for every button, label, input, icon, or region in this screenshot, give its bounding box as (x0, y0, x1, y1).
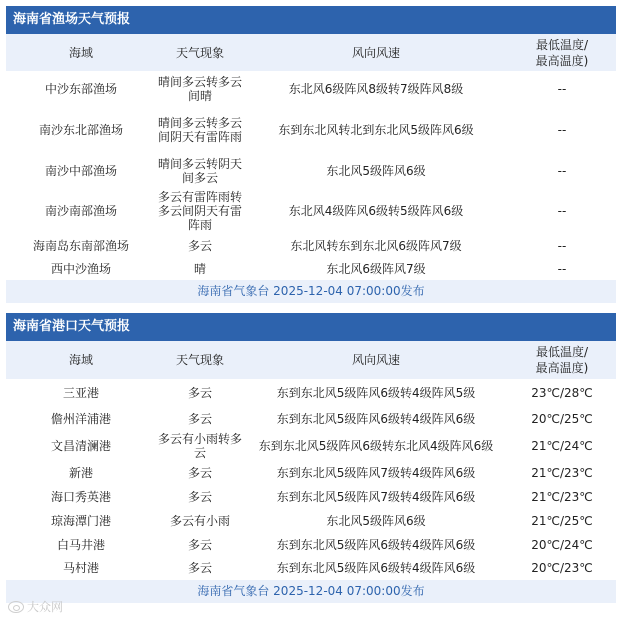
area-cell: 南沙东北部渔场 (38, 122, 123, 137)
col-header-weather: 天气现象 (156, 34, 244, 71)
col-header-temp: 最低温度/ 最高温度) (508, 34, 616, 71)
watermark-text: 大众网 (27, 600, 64, 614)
port-table-header-row (6, 341, 616, 379)
weather-text: 多云有雷阵雨转多云间阴天有雷阵雨 (158, 190, 243, 232)
table-row (6, 153, 616, 189)
area-cell: 文昌清澜港 (50, 439, 111, 453)
col-header-area: 海域 (6, 341, 156, 379)
temp-cell: 21℃/24℃ (531, 439, 593, 453)
temp-cell: -- (557, 122, 567, 137)
temp-cell: -- (557, 238, 567, 253)
table-row (6, 379, 616, 406)
col-header-wind: 风向风速 (244, 34, 508, 71)
weather-cell (156, 106, 244, 153)
weather-cell (156, 71, 244, 106)
col-header-weather: 天气现象 (156, 341, 244, 379)
area-cell: 儋州洋浦港 (50, 411, 111, 426)
fishery-publish-note: 海南省气象台 2025-12-04 07:00:00发布 (6, 280, 616, 303)
weather-text: 多云有小雨转多云 (158, 432, 243, 460)
temp-cell: 20℃/23℃ (531, 561, 593, 575)
fishery-table-header-row (6, 34, 616, 71)
table-row (6, 189, 616, 233)
temp-cell: -- (557, 81, 567, 96)
watermark-logo-icon (8, 601, 24, 613)
temp-cell: -- (557, 204, 567, 218)
temp-cell: 21℃/23℃ (531, 490, 593, 504)
temp-cell: -- (557, 164, 567, 178)
wind-cell: 东北风6级阵风7级 (326, 262, 426, 276)
table-row (6, 431, 616, 461)
table-row (6, 509, 616, 533)
temp-cell: 23℃/28℃ (531, 385, 593, 400)
table-row (6, 106, 616, 153)
port-section-title: 海南省港口天气预报 (6, 313, 616, 341)
temp-cell: 20℃/24℃ (531, 537, 593, 552)
weather-cell (156, 431, 244, 461)
weather-text: 晴间多云转多云间晴 (158, 74, 243, 103)
area-cell: 南沙南部渔场 (44, 204, 117, 218)
col-header-temp: 最低温度/ 最高温度) (508, 341, 616, 379)
area-cell: 海口秀英港 (50, 490, 111, 504)
wind-cell: 东到东北风5级阵风6级转4级阵风6级 (276, 537, 476, 552)
weather-cell: 多云 (187, 411, 212, 426)
table-row (6, 533, 616, 556)
table-row (6, 461, 616, 485)
col-header-area: 海域 (6, 34, 156, 71)
wind-cell: 东北风4级阵风6级转5级阵风6级 (288, 204, 464, 218)
weather-cell: 晴 (193, 262, 206, 276)
weather-cell: 多云 (187, 238, 212, 253)
area-cell: 西中沙渔场 (50, 262, 111, 276)
wind-cell: 东到东北风5级阵风6级转东北风4级阵风6级 (258, 439, 494, 453)
weather-text: 晴间多云转阴天间多云 (158, 157, 243, 185)
port-publish-note: 海南省气象台 2025-12-04 07:00:00发布 (6, 580, 616, 603)
area-cell: 中沙东部渔场 (44, 81, 117, 96)
temp-cell: -- (557, 262, 567, 276)
area-cell: 马村港 (62, 561, 99, 575)
temp-cell: 21℃/23℃ (531, 466, 593, 480)
fishery-forecast-table (6, 34, 616, 280)
temp-cell: 20℃/25℃ (531, 411, 593, 426)
weather-cell: 多云 (187, 537, 212, 552)
weather-cell (156, 189, 244, 233)
wind-cell: 东到东北风5级阵风6级转4级阵风5级 (276, 385, 476, 400)
area-cell: 新港 (68, 466, 93, 480)
table-row (6, 71, 616, 106)
wind-cell: 东到东北风转北到东北风5级阵风6级 (278, 122, 474, 137)
table-row (6, 556, 616, 580)
weather-cell: 多云 (187, 466, 212, 480)
forecast-container (6, 6, 616, 603)
area-cell: 三亚港 (62, 385, 99, 400)
fishery-section-title: 海南省渔场天气预报 (6, 6, 616, 34)
port-forecast-table (6, 341, 616, 580)
wind-cell: 东到东北风5级阵风6级转4级阵风6级 (276, 411, 476, 426)
table-row (6, 233, 616, 258)
wind-cell: 东北风5级阵风6级 (326, 164, 426, 178)
area-cell: 白马井港 (56, 537, 105, 552)
col-header-wind: 风向风速 (244, 341, 508, 379)
area-cell: 南沙中部渔场 (44, 164, 117, 178)
area-cell: 海南岛东南部渔场 (32, 238, 129, 253)
watermark (8, 598, 63, 615)
weather-cell: 多云 (187, 561, 212, 575)
weather-cell: 多云 (187, 385, 212, 400)
wind-cell: 东到东北风5级阵风6级转4级阵风6级 (276, 561, 476, 575)
temp-cell: 21℃/25℃ (531, 514, 593, 528)
weather-cell (156, 153, 244, 189)
wind-cell: 东到东北风5级阵风7级转4级阵风6级 (276, 490, 476, 504)
wind-cell: 东到东北风5级阵风7级转4级阵风6级 (276, 466, 476, 480)
table-row (6, 406, 616, 431)
area-cell: 琼海潭门港 (50, 514, 111, 528)
weather-cell: 多云有小雨 (169, 514, 230, 528)
weather-text: 晴间多云转多云间阴天有雷阵雨 (158, 115, 243, 144)
wind-cell: 东北风5级阵风6级 (326, 514, 426, 528)
wind-cell: 东北风转东到东北风6级阵风7级 (290, 238, 462, 253)
wind-cell: 东北风6级阵风8级转7级阵风8级 (288, 81, 464, 96)
weather-cell: 多云 (187, 490, 212, 504)
table-row (6, 258, 616, 280)
table-row (6, 485, 616, 509)
